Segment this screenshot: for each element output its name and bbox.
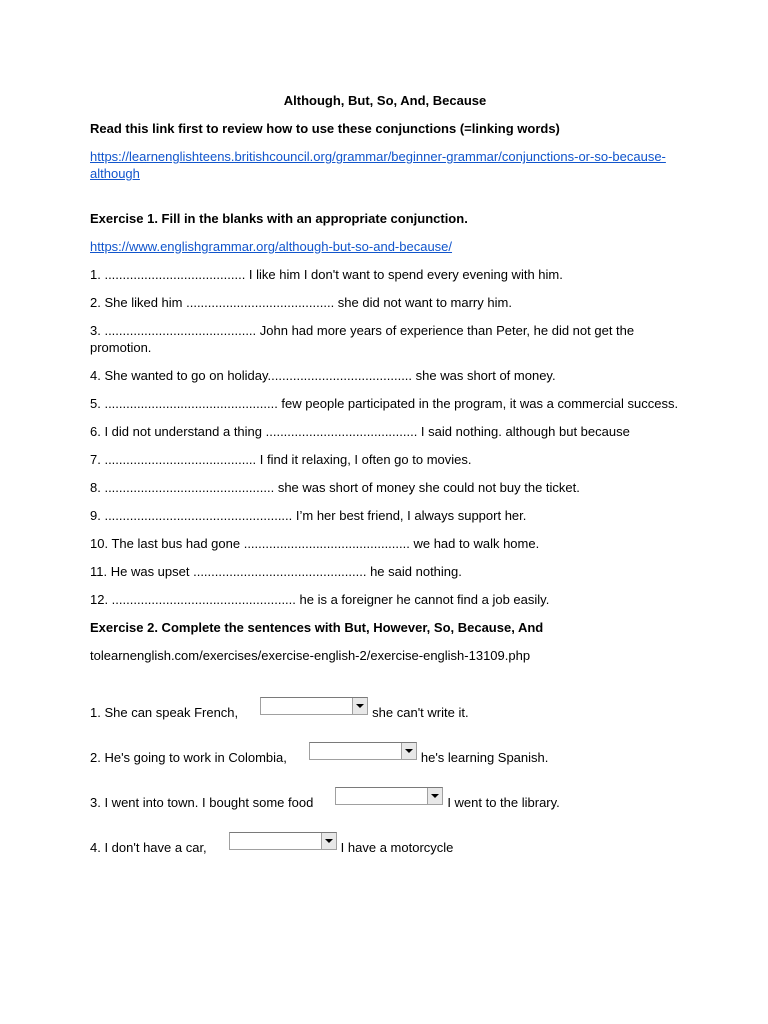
chevron-down-icon[interactable] xyxy=(427,788,442,804)
intro-link[interactable]: https://learnenglishteens.britishcouncil.org/grammar/beginner-grammar/conjunctions-or-so-because-although xyxy=(90,149,666,181)
exercise2-item-3-dropdown[interactable] xyxy=(335,787,443,805)
exercise2-item-1-dropdown[interactable] xyxy=(260,697,368,715)
exercise2-item-1-after: she can't write it. xyxy=(372,705,469,720)
spacer xyxy=(90,675,680,703)
exercise2-item-3-after: I went to the library. xyxy=(447,795,560,810)
exercise1-item-6: 6. I did not understand a thing .......................................... I said nothing. although but because xyxy=(90,424,630,439)
exercise1-item-3: 3. .......................................... John had more years of experience than Peter, he did not get the promotion. xyxy=(90,323,635,355)
exercise1-item-2: 2. She liked him ......................................... she did not want to marry him. xyxy=(90,295,512,310)
exercise2-item-3-before: 3. I went into town. I bought some food xyxy=(90,795,314,810)
exercise2-item-1-before: 1. She can speak French, xyxy=(90,705,239,720)
exercise2-item-4 xyxy=(90,838,680,858)
exercise2-item-4-after: I have a motorcycle xyxy=(340,840,454,855)
exercise1-item-4: 4. She wanted to go on holiday........................................ she was short of money. xyxy=(90,368,556,383)
exercise2-item-2-after: he's learning Spanish. xyxy=(420,750,549,765)
exercise1-link[interactable]: https://www.englishgrammar.org/although-but-so-and-because/ xyxy=(90,239,453,254)
document-page xyxy=(90,92,680,883)
exercise1-item-12: 12. ................................................... he is a foreigner he cannot find a job easily. xyxy=(90,592,550,607)
exercise1-heading: Exercise 1. Fill in the blanks with an appropriate conjunction. xyxy=(90,211,468,226)
exercise1-item-7: 7. .......................................... I find it relaxing, I often go to movies. xyxy=(90,452,472,467)
intro-link-line xyxy=(90,148,680,182)
exercise1-link-line xyxy=(90,238,680,255)
exercise1-item-11: 11. He was upset ................................................ he said nothing. xyxy=(90,564,462,579)
spacer xyxy=(90,193,680,210)
chevron-down-icon[interactable] xyxy=(401,743,416,759)
exercise1-item-1: 1. ....................................... I like him I don't want to spend every evening with him. xyxy=(90,267,563,282)
intro-text: Read this link first to review how to use these conjunctions (=linking words) xyxy=(90,121,560,136)
exercise2-source: tolearnenglish.com/exercises/exercise-english-2/exercise-english-13109.php xyxy=(90,648,531,663)
exercise2-item-2-dropdown[interactable] xyxy=(309,742,417,760)
exercise2-item-2 xyxy=(90,748,680,768)
exercise2-item-3 xyxy=(90,793,680,813)
exercise2-item-4-before: 4. I don't have a car, xyxy=(90,840,207,855)
exercise2-heading: Exercise 2. Complete the sentences with But, However, So, Because, And xyxy=(90,620,544,635)
exercise1-item-9: 9. .................................................... I’m her best friend, I always support her. xyxy=(90,508,527,523)
document-title: Although, But, So, And, Because xyxy=(283,93,487,108)
chevron-down-icon[interactable] xyxy=(352,698,367,714)
exercise2-item-4-dropdown[interactable] xyxy=(229,832,337,850)
exercise2-item-2-before: 2. He's going to work in Colombia, xyxy=(90,750,287,765)
exercise1-item-10: 10. The last bus had gone .............................................. we had to walk home. xyxy=(90,536,540,551)
exercise1-item-8: 8. ............................................... she was short of money she could not buy the ticket. xyxy=(90,480,580,495)
chevron-down-icon[interactable] xyxy=(321,833,336,849)
exercise1-item-5: 5. ................................................ few people participated in the program, it was a commercial success. xyxy=(90,396,679,411)
exercise2-item-1 xyxy=(90,703,680,723)
